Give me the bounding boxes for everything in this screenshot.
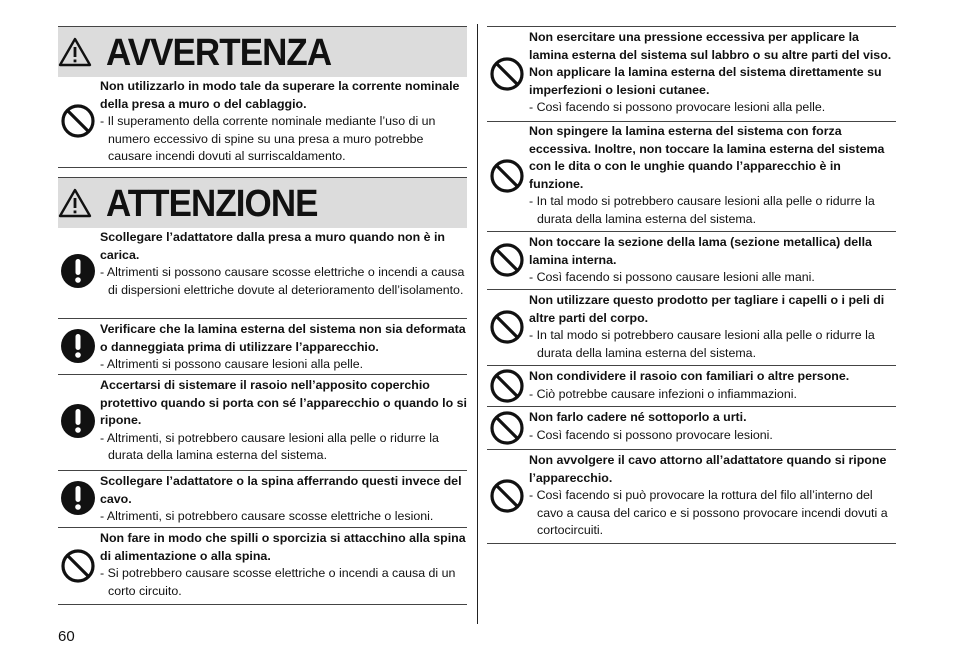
caution-item-0 <box>58 227 467 319</box>
right-item-text <box>529 292 896 362</box>
item-heading: Non fare in modo che spilli o sporcizia si attacchino alla spina di alimentazione o alla spina. <box>100 531 466 563</box>
prohibition-icon <box>60 103 96 139</box>
right-item-6 <box>487 450 896 544</box>
avvertenza-banner <box>58 26 467 77</box>
item-note: - Ciò potrebbe causare infezioni o infiammazioni. <box>529 386 797 401</box>
warning-triangle-icon <box>58 188 92 218</box>
right-item-2 <box>487 232 896 290</box>
item-heading: Non toccare la sezione della lama (sezione metallica) della lamina interna. <box>529 235 872 267</box>
prohibition-icon <box>489 309 525 345</box>
right-item-5 <box>487 407 896 450</box>
warning-item-text <box>100 78 467 166</box>
item-note: - Così facendo si possono provocare lesioni. <box>529 427 773 442</box>
prohibition-icon <box>489 478 525 514</box>
item-note: - Il superamento della corrente nominale mediante l’uso di un numero eccessivo di spine su una presa a muro potrebbe causare incendi dovuti al surriscaldamento. <box>100 114 436 163</box>
caution-item-text <box>100 473 467 526</box>
item-heading: Verificare che la lamina esterna del sistema non sia deformata o danneggiata prima di utilizzare l’apparecchio. <box>100 322 466 354</box>
right-item-text <box>529 123 896 228</box>
item-heading: Non utilizzarlo in modo tale da superare la corrente nominale della presa a muro o del cablaggio. <box>100 79 460 111</box>
item-note: - In tal modo si potrebbero causare lesioni alla pelle o ridurre la durata della lamina esterna del sistema. <box>529 328 875 360</box>
item-note: - Così facendo si possono causare lesioni alle mani. <box>529 270 815 284</box>
column-divider <box>477 24 478 624</box>
avvertenza-title: AVVERTENZA <box>106 32 332 74</box>
item-heading: Non utilizzare questo prodotto per tagliare i capelli o i peli di altre parti del corpo. <box>529 293 885 325</box>
item-heading: Non avvolgere il cavo attorno all’adattatore quando si ripone l’apparecchio. <box>529 453 887 485</box>
right-item-4 <box>487 366 896 407</box>
warning-triangle-icon <box>58 37 92 67</box>
prohibition-icon <box>489 158 525 194</box>
warning-item-0 <box>58 76 467 168</box>
caution-item-4 <box>58 528 467 605</box>
caution-item-3 <box>58 471 467 528</box>
item-note: - Si potrebbero causare scosse elettriche o incendi a causa di un corto circuito. <box>100 566 456 598</box>
caution-item-text <box>100 321 467 374</box>
right-item-text <box>529 452 896 540</box>
prohibition-icon <box>60 548 96 584</box>
item-note: - Così facendo si può provocare la rottura del filo all’interno del cavo a causa del carico e si possono provocare incendi dovuti a cortocircuiti. <box>529 488 888 537</box>
attenzione-title: ATTENZIONE <box>106 183 318 225</box>
caution-item-2 <box>58 375 467 471</box>
prohibition-icon <box>489 242 525 278</box>
mandatory-icon <box>60 403 96 439</box>
right-item-0 <box>487 26 896 122</box>
item-heading: Scollegare l’adattatore o la spina afferrando questi invece del cavo. <box>100 474 462 506</box>
right-item-text <box>529 409 896 444</box>
item-heading: Non condividere il rasoio con familiari o altre persone. <box>529 369 850 383</box>
right-item-text <box>529 234 896 287</box>
caution-item-text <box>100 530 467 600</box>
prohibition-icon <box>489 410 525 446</box>
attenzione-banner <box>58 177 467 228</box>
right-item-text <box>529 368 896 403</box>
page-number: 60 <box>58 628 75 645</box>
item-note: - Altrimenti si possono causare lesioni alla pelle. <box>100 357 364 371</box>
item-note: - In tal modo si potrebbero causare lesioni alla pelle o ridurre la durata della lamina esterna del sistema. <box>529 194 875 226</box>
item-note: - Altrimenti, si potrebbero causare scosse elettriche o lesioni. <box>100 509 434 523</box>
mandatory-icon <box>60 328 96 364</box>
prohibition-icon <box>489 56 525 92</box>
item-heading: Non spingere la lamina esterna del sistema con forza eccessiva. Inoltre, non toccare la lamina esterna del sistema con le dita o con le unghie quando l’apparecchio è in funzione. <box>529 124 885 191</box>
right-item-text <box>529 29 896 117</box>
right-item-1 <box>487 121 896 232</box>
item-note: - Altrimenti, si potrebbero causare lesioni alla pelle o ridurre la durata della lamina esterna del sistema. <box>100 430 439 462</box>
prohibition-icon <box>489 368 525 404</box>
item-heading: Accertarsi di sistemare il rasoio nell’apposito coperchio protettivo quando si porta con sé l’apparecchio o quando lo si ripone. <box>100 378 467 427</box>
mandatory-icon <box>60 480 96 516</box>
item-heading: Scollegare l’adattatore dalla presa a muro quando non è in carica. <box>100 230 445 262</box>
item-note: - Così facendo si possono provocare lesioni alla pelle. <box>529 100 826 114</box>
caution-item-1 <box>58 319 467 375</box>
mandatory-icon <box>60 253 96 289</box>
caution-item-text <box>100 377 467 465</box>
caution-item-text <box>100 229 467 299</box>
item-note: - Altrimenti si possono causare scosse elettriche o incendi a causa di dispersioni elettriche dovute al deterioramento dell’isolamento. <box>100 265 465 297</box>
item-heading: Non esercitare una pressione eccessiva per applicare la lamina esterna del sistema sul labbro o su altre parti del viso. Non applicare la lamina esterna del sistema direttamente su imperfezioni o lesioni cutanee. <box>529 30 892 97</box>
right-item-3 <box>487 290 896 366</box>
item-heading: Non farlo cadere né sottoporlo a urti. <box>529 410 747 424</box>
